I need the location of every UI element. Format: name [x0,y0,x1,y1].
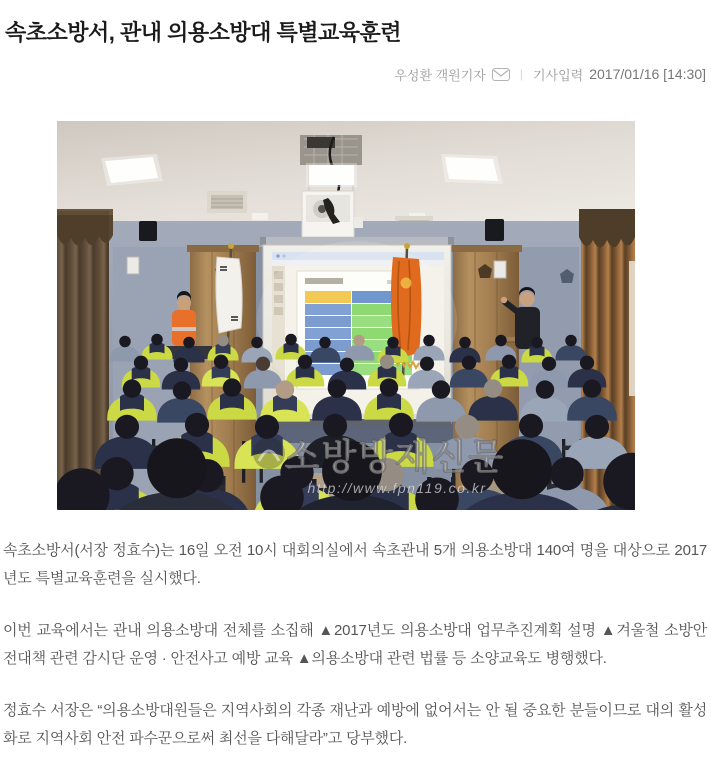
article-title: 속초소방서, 관내 의용소방대 특별교육훈련 [5,20,401,45]
reporter-name: 우성환 객원기자 [394,67,486,83]
wall-speaker-right [485,219,504,241]
byline [0,64,706,84]
photo-scene [57,121,635,510]
article-photo [57,121,635,510]
article-page [0,18,711,753]
projector-lift [300,135,363,237]
ac-vent-left [207,191,247,213]
wall-speaker-left [139,221,157,241]
paragraph-2: 이번 교육에서는 관내 의용소방대 전체를 소집해 ▲2017년도 의용소방대 업무추진계획 설명 ▲겨울철 소방안전대책 관련 감시단 운영 · 안전사고 예방 교육 ▲의용소방대 관련 법률 등 소양교육도 병행했다. [3,622,707,667]
published-label: 기사입력 [532,67,584,83]
paragraph-3: 정효수 서장은 “의용소방대원들은 지역사회의 각종 재난과 예방에 없어서는 안 될 중요한 분들이므로 대의 활성화로 지역사회 안전 파수꾼으로써 최선을 다해달라”고 당부했다. [3,702,707,747]
watermark-title: 소방방재신문 [284,436,506,477]
paragraph-1: 속초소방서(서장 정효수)는 16일 오전 10시 대회의실에서 속초관내 5개 의용소방대 140여 명을 대상으로 2017년도 특별교육훈련을 실시했다. [3,542,707,587]
wall-controller-left [127,257,139,274]
watermark-url: http://www.fpn119.co.kr [307,480,487,496]
email-icon[interactable] [492,68,510,81]
published-datetime: 2017/01/16 [14:30] [589,66,706,82]
wall-controller-right [494,261,506,278]
byline-divider: | [519,67,523,81]
article-body [3,537,707,753]
